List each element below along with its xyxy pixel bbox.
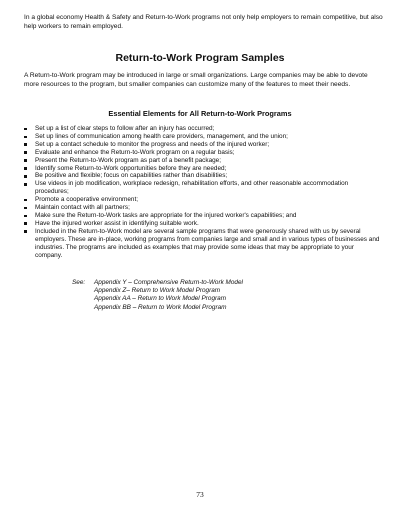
bullet-icon (24, 128, 27, 131)
list-item-text: Included in the Return-to-Work model are several sample programs that were generously shared with us by several employers. These are in-place, working programs from companies large and small and in various types of businesses and industries. The programs are included as examples that may provide some ideas that may be appropriate to your company. (35, 227, 380, 259)
appendix-reference: Appendix Y – Comprehensive Return-to-Work Model (94, 279, 243, 286)
bullet-icon (24, 199, 27, 202)
bullet-icon (24, 183, 27, 186)
bullet-icon (24, 167, 27, 170)
essential-elements-list (24, 125, 380, 259)
section-title: Return-to-Work Program Samples (115, 52, 285, 64)
list-item-text: Set up a contact schedule to monitor the progress and needs of the injured worker; (35, 140, 270, 148)
page-number: 73 (196, 490, 204, 499)
list-heading: Essential Elements for All Return-to-Work Programs (108, 109, 292, 118)
list-item-text: Identify some Return-to-Work opportunities before they are needed; (35, 164, 227, 172)
list-item-text: Have the injured worker assist in identifying suitable work. (35, 219, 199, 227)
see-label: See: (72, 279, 86, 286)
list-item-text: Use videos in job modification, workplace redesign, rehabilitation efforts, and other reasonable accommodation procedures; (35, 180, 349, 196)
list-item (24, 212, 380, 220)
bullet-icon (24, 143, 27, 146)
list-item (24, 125, 380, 133)
list-item (24, 133, 380, 141)
list-item (24, 220, 380, 228)
list-item (24, 204, 380, 212)
list-item-text: Promote a cooperative environment; (35, 196, 139, 204)
bullet-icon (24, 175, 27, 178)
bullet-icon (24, 230, 27, 233)
appendix-reference: Appendix Z– Return to Work Model Program (94, 287, 221, 295)
bullet-icon (24, 222, 27, 225)
list-item-text: Present the Return-to-Work program as part of a benefit package; (35, 156, 222, 164)
list-item (24, 228, 380, 260)
bullet-icon (24, 159, 27, 162)
bullet-icon (24, 215, 27, 218)
list-item-text: Set up lines of communication among health care providers, management, and the union; (35, 132, 288, 140)
intro-paragraph: In a global economy Health & Safety and Return-to-Work programs not only help employers to remain competitive, but also help workers to remain employed. (24, 14, 383, 30)
list-item (24, 141, 380, 149)
list-item (24, 180, 380, 196)
body-paragraph: A Return-to-Work program may be introduced in large or small organizations. Large companies may be able to devote more resources to the program, but smaller companies can customize many of the features to meet their needs. (24, 72, 368, 88)
list-item (24, 157, 380, 165)
list-item (24, 172, 380, 180)
list-item (24, 149, 380, 157)
bullet-icon (24, 136, 27, 139)
list-item (24, 196, 380, 204)
list-item (24, 165, 380, 173)
list-item-text: Set up a list of clear steps to follow after an injury has occurred; (35, 125, 215, 132)
appendix-reference: Appendix BB – Return to Work Model Program (94, 303, 227, 311)
list-item-text: Be positive and flexible; focus on capabilities rather than disabilities; (35, 172, 228, 180)
appendix-reference: Appendix AA – Return to Work Model Program (94, 295, 227, 303)
list-item-text: Maintain contact with all partners; (35, 204, 130, 212)
bullet-icon (24, 151, 27, 154)
list-item-text: Evaluate and enhance the Return-to-Work program on a regular basis; (35, 148, 235, 156)
appendix-list (94, 279, 354, 312)
bullet-icon (24, 207, 27, 210)
list-item-text: Make sure the Return-to-Work tasks are appropriate for the injured worker's capabilities; and (35, 211, 297, 219)
